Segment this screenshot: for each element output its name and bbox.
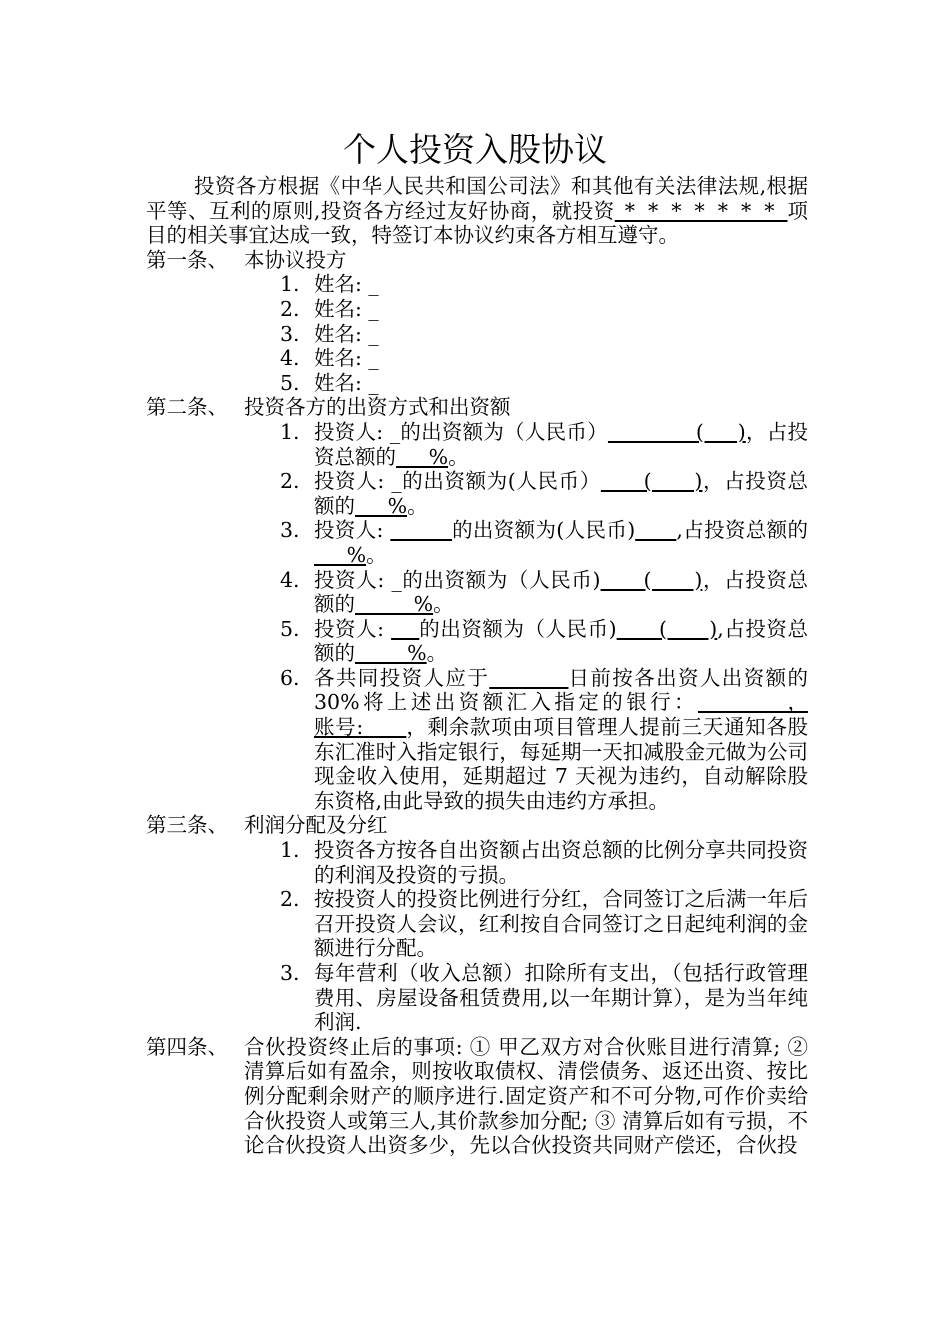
- item-number: 1.: [280, 838, 300, 863]
- item-number: 1.: [280, 419, 300, 444]
- investor-blank: [390, 518, 452, 542]
- item-number: 6.: [280, 665, 300, 690]
- intro-text-end: 项目的相关事宜达成一致，特签订本协议约束各方相互遵守。: [146, 198, 808, 248]
- list-item: [280, 371, 808, 396]
- item-number: 3.: [280, 518, 300, 543]
- item-number: 5.: [280, 616, 300, 641]
- investor-name-field: 姓名: _: [314, 272, 379, 297]
- item-number: 4.: [280, 346, 300, 371]
- investor-name-field: 姓名: _: [314, 321, 379, 346]
- text-segment: 的出资额为（人民币): [419, 616, 617, 641]
- amount-blank: ( ): [616, 616, 718, 641]
- amount-blank: ( ): [607, 419, 746, 444]
- text-segment: 。: [433, 592, 454, 617]
- text-segment: 的出资额为(人民币): [452, 518, 636, 543]
- text-segment: ，占投资总额的: [314, 469, 809, 518]
- investor-name-field: 姓名: _: [314, 346, 379, 371]
- item-text: 投资各方按各自出资额占出资总额的比例分享共同投资的利润及投资的亏损。: [314, 838, 808, 887]
- investor-name-field: 姓名: _: [314, 296, 379, 321]
- item-text: [314, 568, 808, 617]
- list-item: [280, 297, 808, 322]
- article-title: 本协议投方: [244, 247, 347, 272]
- percent-blank: %: [314, 542, 367, 567]
- intro-text: 投资各方根据《中华人民共和国公司法》和其他有关法律法规,根据平等、互利的原则,投资各方经过友好协商，就投资: [146, 174, 808, 223]
- item-number: 2.: [280, 296, 300, 321]
- article-label: 第三条、: [146, 813, 228, 838]
- text-segment: 。: [366, 542, 387, 567]
- list-item: [280, 568, 808, 617]
- list-item: [280, 617, 808, 666]
- percent-blank: %: [355, 493, 408, 518]
- item-number: 4.: [280, 567, 300, 592]
- article-title: 利润分配及分红: [244, 813, 388, 838]
- percent-blank: %: [355, 592, 434, 617]
- page-title: 个人投资入股协议: [343, 130, 607, 169]
- list-item: [280, 322, 808, 347]
- intro-paragraph: [146, 174, 808, 248]
- list-item: [280, 272, 808, 297]
- article-3-heading: [146, 813, 808, 838]
- list-item: [280, 469, 808, 518]
- text-segment: 日前按各出资人出资额的 30%将上述出资额汇入指定的银行：: [314, 665, 809, 715]
- text-segment: ,占投资总额的: [314, 616, 808, 666]
- article-title: 投资各方的出资方式和出资额: [244, 395, 511, 420]
- list-item: [280, 961, 808, 1035]
- text-segment: 投资人:: [314, 518, 391, 543]
- text-segment: ,占投资总额的: [676, 518, 808, 543]
- item-text: [314, 420, 808, 469]
- text-segment: 投资人: _的出资额为（人民币）: [314, 419, 608, 444]
- text-segment: 投资人:: [314, 616, 392, 641]
- list-item: [280, 420, 808, 469]
- list-item: [280, 518, 808, 567]
- item-text: [314, 518, 808, 567]
- item-number: 3.: [280, 321, 300, 346]
- contribution-list: [146, 420, 808, 814]
- text-segment: ，剩余款项由项目管理人提前三天通知各股东汇准时入指定银行，每延期一天扣减股金元做为公司现金收入使用，延期超过 7 天视为违约，自动解除股东资格,由此导致的损失由违约方承担。: [314, 715, 808, 813]
- text-segment: 。: [407, 493, 428, 518]
- item-text: 每年营利（收入总额）扣除所有支出，（包括行政管理费用、房屋设备租赁费用,以一年期计算），是为当年纯利润.: [314, 961, 808, 1035]
- item-text: [314, 666, 808, 814]
- list-item: [280, 838, 808, 887]
- text-segment: 。: [426, 641, 448, 666]
- percent-blank: %: [355, 641, 427, 666]
- investor-name-field: 姓名: _: [314, 370, 379, 395]
- item-text: [314, 469, 808, 518]
- article-4: [146, 1035, 808, 1158]
- item-text: [314, 617, 808, 666]
- item-number: 5.: [280, 370, 300, 395]
- item-number: 2.: [280, 887, 300, 912]
- text-segment: 各共同投资人应于: [314, 665, 490, 690]
- amount-blank: [635, 518, 676, 542]
- list-item: [280, 346, 808, 371]
- amount-blank: ( ): [600, 469, 703, 494]
- account-blank: 账号:: [314, 715, 407, 740]
- text-segment: 投资人: _的出资额为(人民币）: [314, 469, 601, 494]
- investor-blank: [391, 617, 419, 641]
- percent-blank: %: [396, 444, 449, 469]
- agreement-body: [146, 174, 808, 1158]
- list-item: [280, 887, 808, 961]
- item-number: 1.: [280, 272, 300, 297]
- article-1-heading: [146, 248, 808, 273]
- investor-name-list: [146, 272, 808, 395]
- article-label: 第四条、: [146, 1034, 228, 1059]
- text-segment: ，占投资总额的: [314, 419, 809, 469]
- date-blank: [489, 666, 568, 690]
- project-name-blank: * * * * * * *: [614, 198, 788, 223]
- article-label: 第二条、: [146, 395, 228, 420]
- item-number: 2.: [280, 469, 300, 494]
- list-item: [280, 666, 808, 814]
- bank-blank: ，: [697, 690, 808, 715]
- item-text: 按投资人的投资比例进行分红，合同签订之后满一年后召开投资人会议，红利按自合同签订之日起纯利润的金额进行分配。: [314, 887, 808, 961]
- item-number: 3.: [280, 961, 300, 985]
- article-2-heading: [146, 395, 808, 420]
- article-label: 第一条、: [146, 247, 228, 272]
- profit-distribution-list: [146, 838, 808, 1035]
- amount-blank: ( ): [600, 567, 703, 592]
- text-segment: 。: [448, 444, 469, 469]
- text-segment: 投资人: _的出资额为（人民币): [314, 567, 601, 592]
- article-text: 合伙投资终止后的事项: ① 甲乙双方对合伙账目进行清算; ② 清算后如有盈余，则按收取债权、清偿债务、返还出资、按比例分配剩余财产的顺序进行.固定资产和不可分物,可作价卖给合伙投资人或第三人,其价款参加分配; ③ 清算后如有亏损，不论合伙投资人出资多少，先以合伙投资共同财产偿还，合伙投: [244, 1034, 808, 1158]
- text-segment: ，占投资总额的: [314, 567, 809, 617]
